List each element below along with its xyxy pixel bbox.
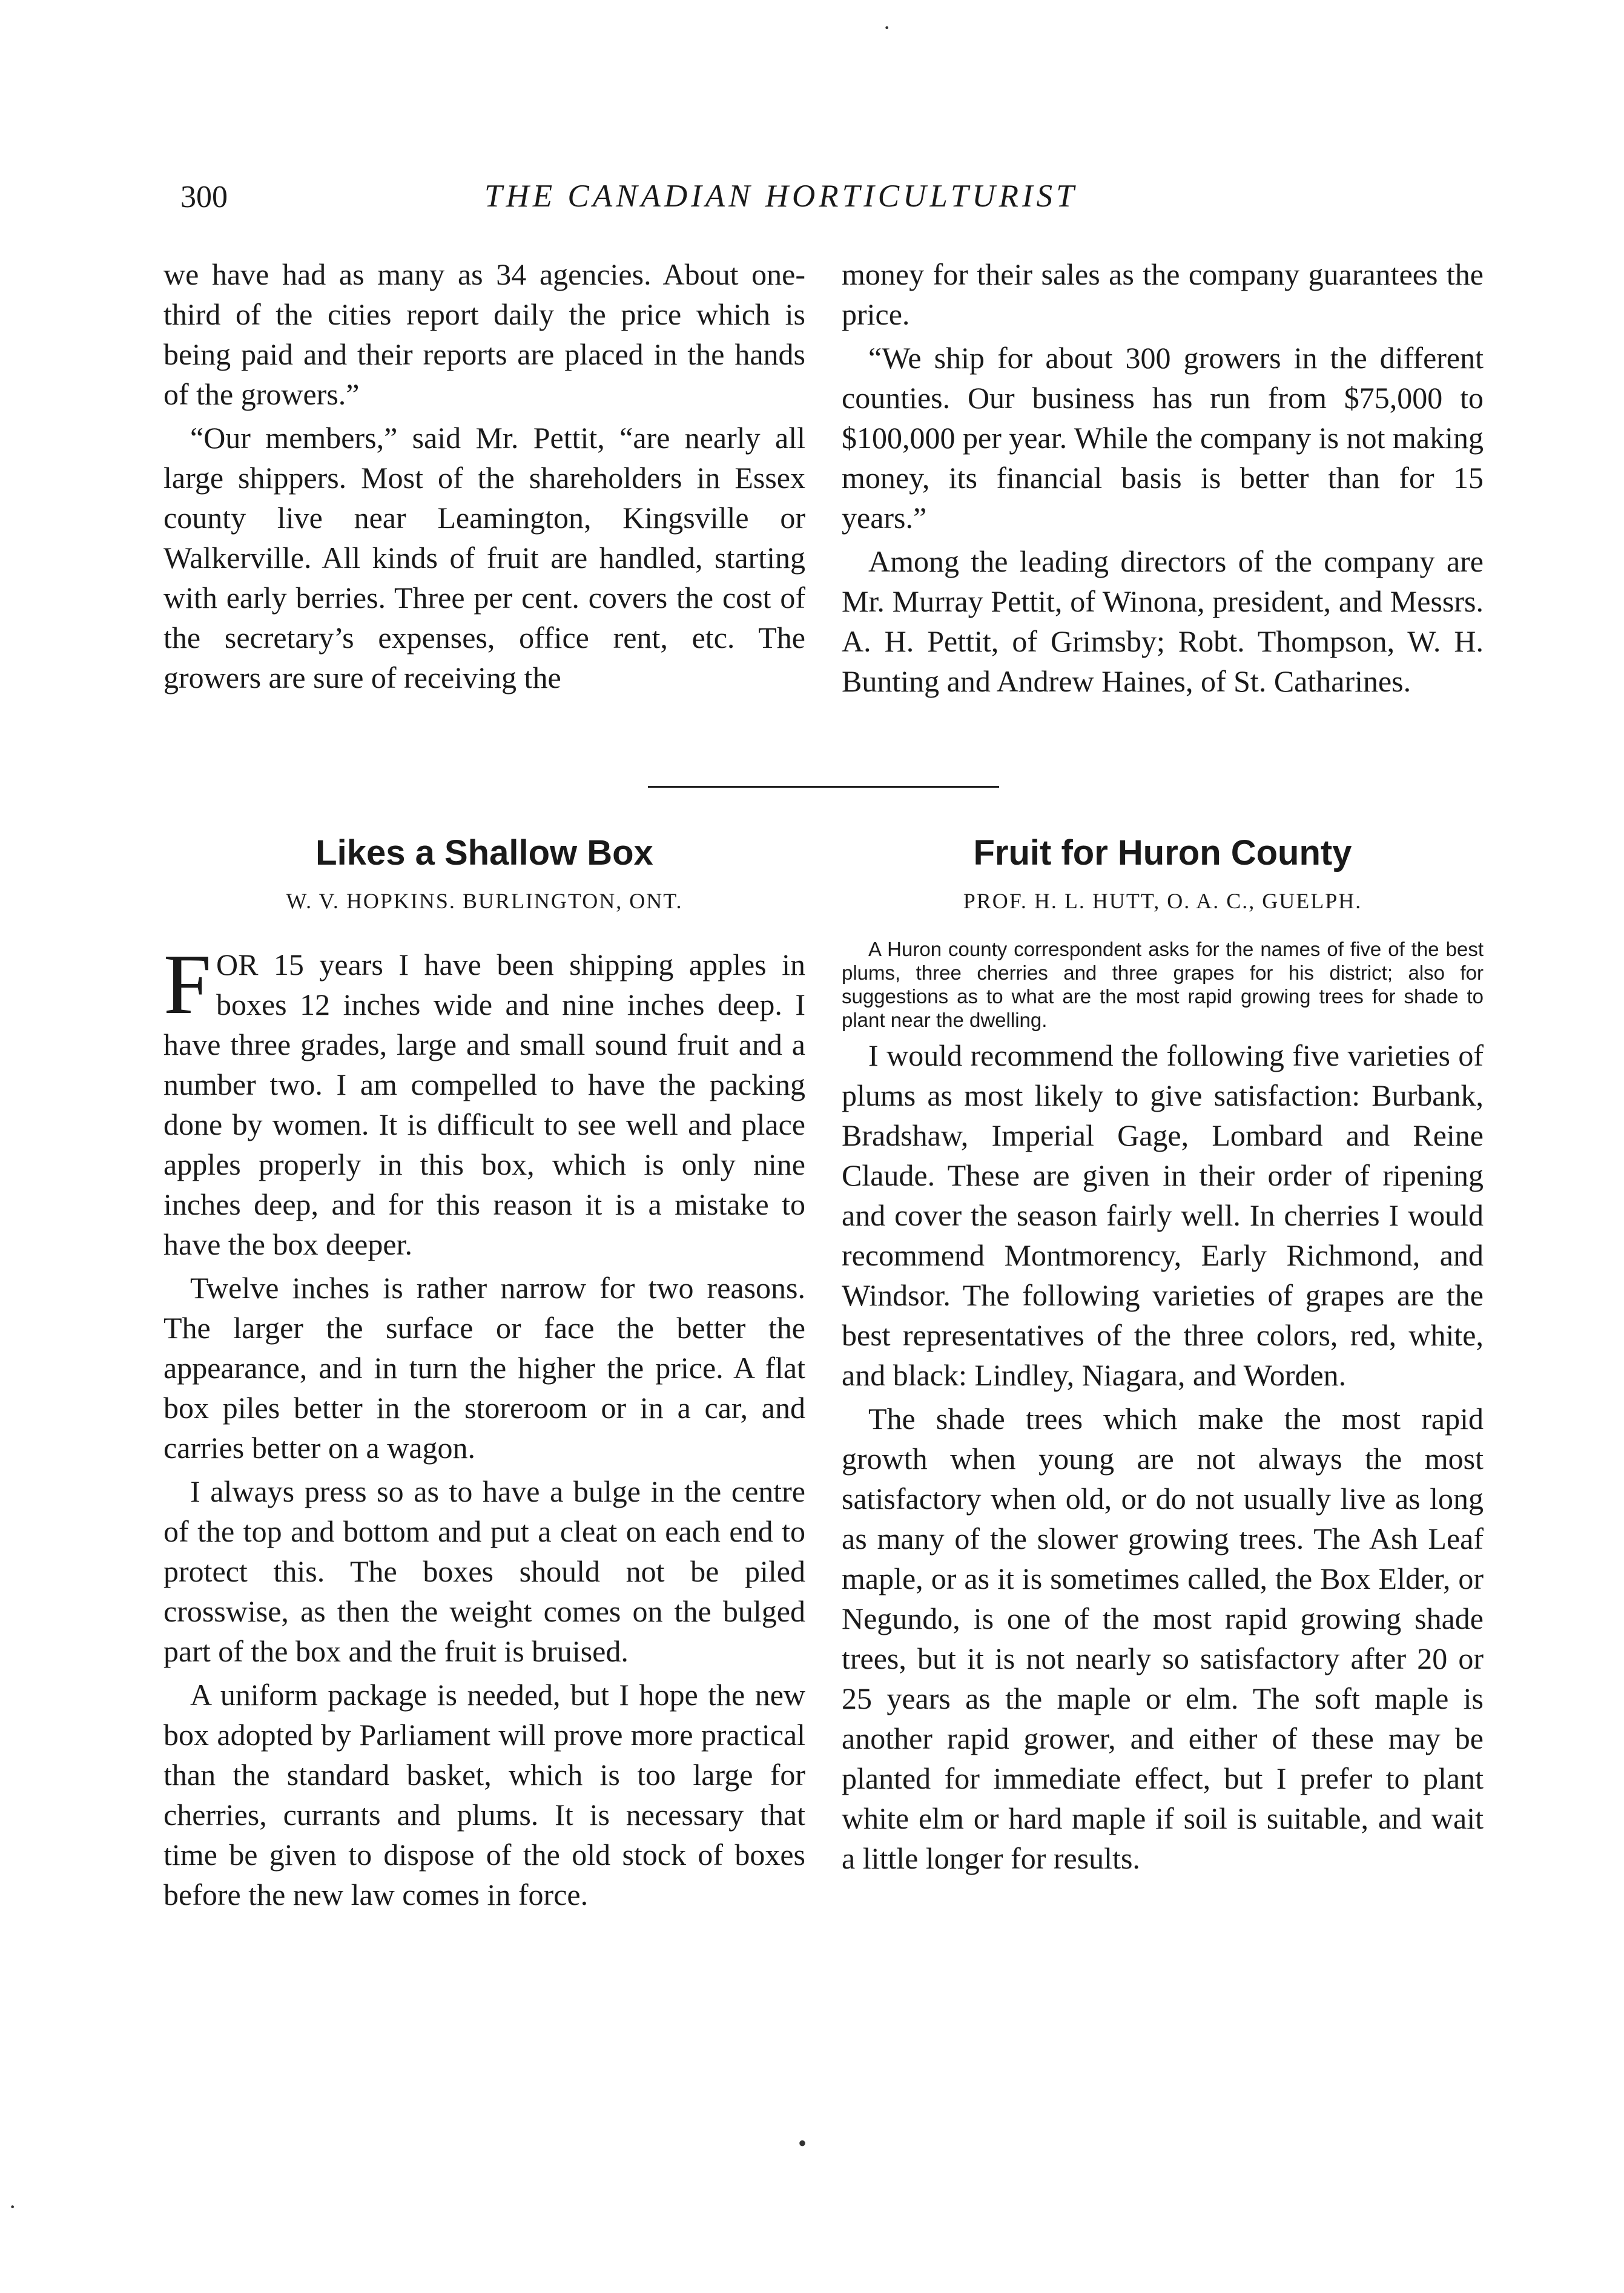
paragraph-text: OR 15 years I have been shipping apples in boxes 12 inches wide and nine inches deep. I have three grades, large and small sound fruit and a number two. I am compelled to have the packing done by women. It is difficult to see well and place apples properly in this box, which is only nine inches deep, and for this reason it is a mistake to have the box deeper. — [163, 948, 805, 1261]
paragraph: Among the leading directors of the company are Mr. Murray Pettit, of Winona, president, and Messrs. A. H. Pettit, of Grimsby; Robt. Thompson, W. H. Bunting and Andrew Haines, of St. Catharines. — [842, 544, 1484, 698]
paragraph: I always press so as to have a bulge in the centre of the top and bottom and put a cleat on each end to protect this. The boxes should not be piled crosswise, as then the weight comes on the bulged part of the box and the fruit is bruised. — [163, 1474, 805, 1668]
paragraph: Twelve inches is rather narrow for two reasons. The larger the surface or face the better the appearance, and in turn the higher the price. A flat box piles better in the storeroom or in a car, and carries better on a wagon. — [163, 1271, 805, 1465]
paragraph: we have had as many as 34 agencies. About one-third of the cities report daily the price which is being paid and their reports are placed in the hands of the growers.” — [163, 257, 805, 411]
article-byline-left: W. V. HOPKINS. BURLINGTON, ONT. — [286, 889, 683, 913]
article-title-left: Likes a Shallow Box — [315, 833, 653, 873]
paragraph: I would recommend the following five varieties of plums as most likely to give satisfaction: Burbank, Bradshaw, Imperial Gage, Lombard and Reine Claude. These are given in their order of ripening and cover the season fairly well. In cherries I would recommend Montmorency, Early Richmond, and Windsor. The following varieties of grapes are the best representatives of the three colors, red, white, and black: Lindley, Niagara, and Worden. — [842, 1038, 1484, 1392]
continued-text-left-column — [163, 254, 805, 698]
paragraph: “Our members,” said Mr. Pettit, “are nearly all large shippers. Most of the shareholders in Essex county live near Leamington, Kingsville or Walkerville. All kinds of fruit are handled, starting with early berries. Three per cent. covers the cost of the secretary’s expenses, office rent, etc. The growers are sure of receiving the — [163, 421, 805, 694]
running-head: THE CANADIAN HORTICULTURIST — [484, 179, 1078, 214]
article-body-right — [842, 937, 1484, 1878]
article-title-right: Fruit for Huron County — [973, 833, 1352, 873]
paragraph: money for their sales as the company guarantees the price. — [842, 257, 1484, 331]
paragraph: “We ship for about 300 growers in the different counties. Our business has run from $75,000 to $100,000 per year. While the company is not making money, its financial basis is better than for 15 years.” — [842, 341, 1484, 535]
continued-text-right-column — [842, 254, 1484, 701]
section-divider — [648, 786, 999, 788]
paragraph: The shade trees which make the most rapid growth when young are not always the most satisfactory when old, or do not usually live as long as many of the slower growing trees. The Ash Leaf maple, or as it is sometimes called, the Box Elder, or Negundo, is one of the most rapid growing shade trees, but it is not nearly so satisfactory after 20 or 25 years as the maple or elm. The soft maple is another rapid grower, and either of these may be planted for immediate effect, but I prefer to plant white elm or hard maple if soil is suitable, and wait a little longer for results. — [842, 1402, 1484, 1875]
paragraph — [163, 936, 805, 1264]
print-speck-top: · — [883, 14, 891, 41]
article-body-left — [163, 936, 805, 1915]
page-number: 300 — [180, 180, 228, 214]
article-byline-right: PROF. H. L. HUTT, O. A. C., GUELPH. — [963, 889, 1362, 913]
paragraph: A uniform package is needed, but I hope the new box adopted by Parliament will prove more practical than the standard basket, which is too large for cherries, currants and plums. It is necessary that time be given to dispose of the old stock of boxes before the new law comes in force. — [163, 1678, 805, 1912]
print-speck-bottom: • — [798, 2130, 807, 2157]
drop-cap: F — [163, 936, 211, 1032]
print-speck-margin: · — [8, 2193, 17, 2220]
intro-note: A Huron county correspondent asks for the names of five of the best plums, three cherries and three grapes for his district; also for suggestions as to what are the most rapid growing trees for shade to plant near the dwelling. — [842, 938, 1484, 1031]
